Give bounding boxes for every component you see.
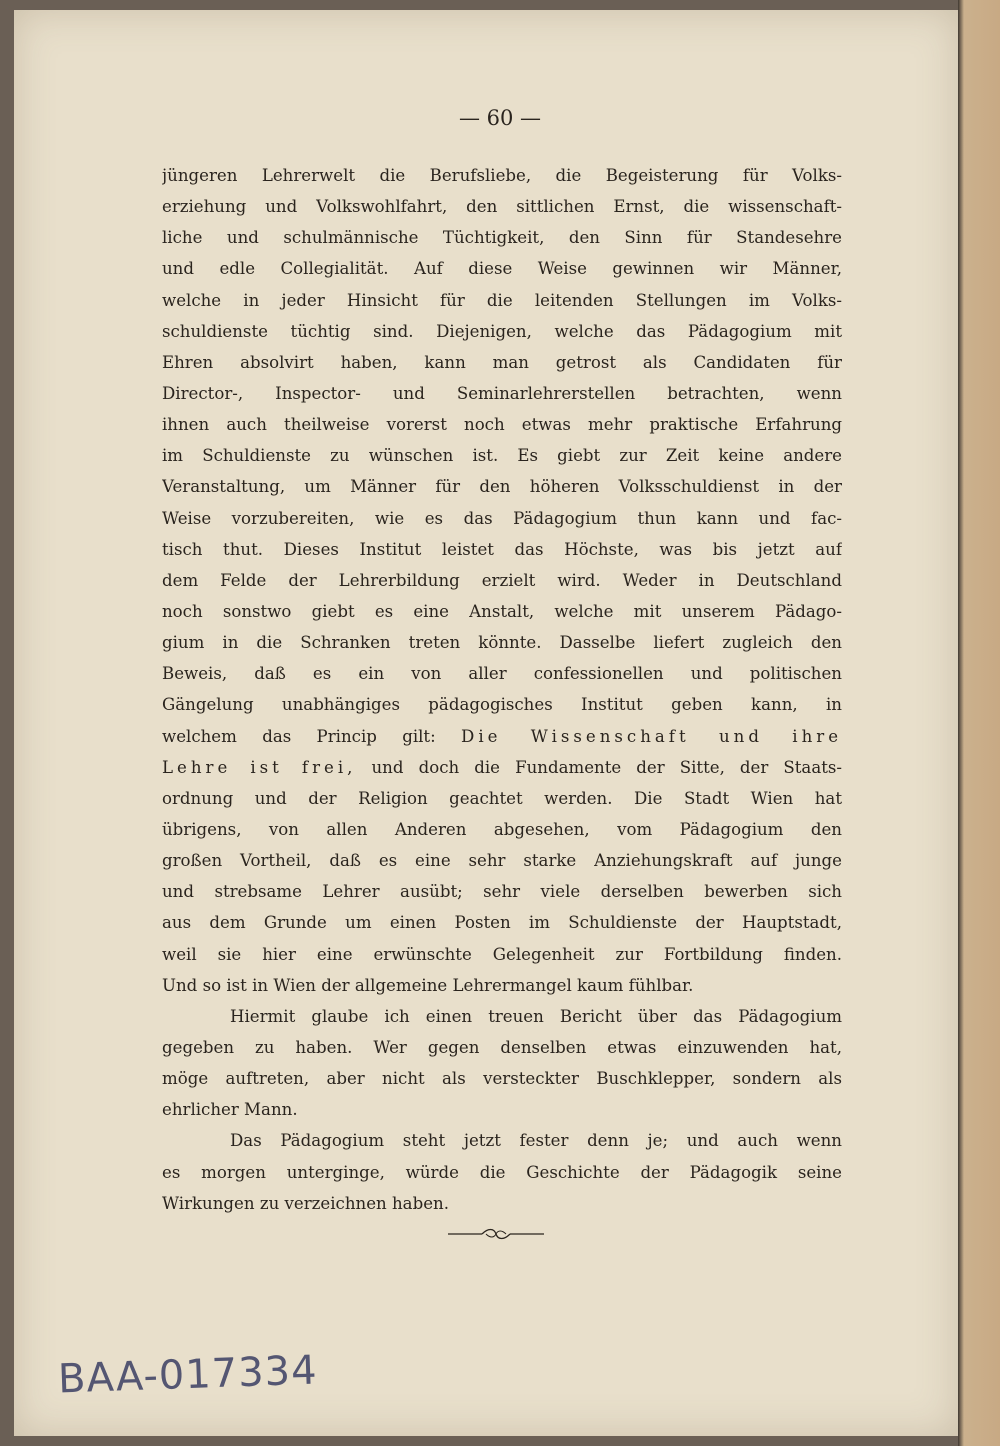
text-line: Director-, Inspector- und Seminarlehrerstellen betrachten, wenn xyxy=(162,383,842,403)
text-tail: und doch die Fundamente der Sitte, der Staats- xyxy=(371,757,842,777)
text-line: Und so ist in Wien der allgemeine Lehrermangel kaum fühlbar. xyxy=(162,975,694,995)
page-edge xyxy=(958,0,1000,1446)
end-ornament-icon xyxy=(448,1227,544,1241)
text-line: Veranstaltung, um Männer für den höheren Volksschuldienst in der xyxy=(162,477,842,497)
text-line: übrigens, von allen Anderen abgesehen, vom Pädagogium den xyxy=(162,819,842,839)
text-line: ihnen auch theilweise vorerst noch etwas mehr praktische Erfahrung xyxy=(162,415,842,435)
spaced-emphasis: Die Wissenschaft und ihre xyxy=(461,726,842,746)
text-line: aus dem Grunde um einen Posten im Schuldienste der Hauptstadt, xyxy=(162,913,842,933)
body-text xyxy=(162,160,842,1219)
text-line: noch sonstwo giebt es eine Anstalt, welche mit unserem Pädago- xyxy=(162,601,842,621)
text-line: liche und schulmännische Tüchtigkeit, den Sinn für Standesehre xyxy=(162,228,842,248)
spaced-emphasis: Lehre ist frei, xyxy=(162,757,357,777)
text-line: ordnung und der Religion geachtet werden. Die Stadt Wien hat xyxy=(162,788,842,808)
text-lead: welchem das Princip gilt: xyxy=(162,726,436,746)
text-line-emphasis xyxy=(162,752,842,783)
text-line: Hiermit glaube ich einen treuen Bericht über das Pädagogium xyxy=(230,1006,842,1026)
text-line: und strebsame Lehrer ausübt; sehr viele derselben bewerben sich xyxy=(162,882,842,902)
inventory-stamp: BAA-017334 xyxy=(57,1347,319,1403)
text-line: und edle Collegialität. Auf diese Weise gewinnen wir Männer, xyxy=(162,259,842,279)
text-line: jüngeren Lehrerwelt die Berufsliebe, die Begeisterung für Volks- xyxy=(162,166,842,185)
text-line: schuldienste tüchtig sind. Diejenigen, welche das Pädagogium mit xyxy=(162,321,842,341)
text-line: ehrlicher Mann. xyxy=(162,1100,298,1120)
text-line: Das Pädagogium steht jetzt fester denn je; und auch wenn xyxy=(230,1131,842,1151)
text-line: Weise vorzubereiten, wie es das Pädagogium thun kann und fac- xyxy=(162,508,842,528)
text-line: möge auftreten, aber nicht als versteckter Buschklepper, sondern als xyxy=(162,1069,842,1089)
page-number: — 60 — xyxy=(458,106,542,130)
text-line: gium in die Schranken treten könnte. Dasselbe liefert zugleich den xyxy=(162,633,842,653)
text-line: dem Felde der Lehrerbildung erzielt wird. Weder in Deutschland xyxy=(162,570,842,590)
text-line: großen Vortheil, daß es eine sehr starke Anziehungskraft auf junge xyxy=(162,851,842,871)
text-line: weil sie hier eine erwünschte Gelegenheit zur Fortbildung finden. xyxy=(162,944,842,964)
text-line: Gängelung unabhängiges pädagogisches Institut geben kann, in xyxy=(162,695,842,715)
text-line: Wirkungen zu verzeichnen haben. xyxy=(162,1193,449,1213)
text-line: tisch thut. Dieses Institut leistet das Höchste, was bis jetzt auf xyxy=(162,539,842,559)
text-line: welche in jeder Hinsicht für die leitenden Stellungen im Volks- xyxy=(162,290,842,310)
text-line: Ehren absolvirt haben, kann man getrost als Candidaten für xyxy=(162,352,842,372)
text-line-emphasis xyxy=(162,721,842,752)
text-line: gegeben zu haben. Wer gegen denselben etwas einzuwenden hat, xyxy=(162,1037,842,1057)
text-line: es morgen unterginge, würde die Geschichte der Pädagogik seine xyxy=(162,1162,842,1182)
text-line: im Schuldienste zu wünschen ist. Es giebt zur Zeit keine andere xyxy=(162,446,842,466)
text-line: Beweis, daß es ein von aller confessionellen und politischen xyxy=(162,664,842,684)
text-line: erziehung und Volkswohlfahrt, den sittlichen Ernst, die wissenschaft- xyxy=(162,197,842,217)
